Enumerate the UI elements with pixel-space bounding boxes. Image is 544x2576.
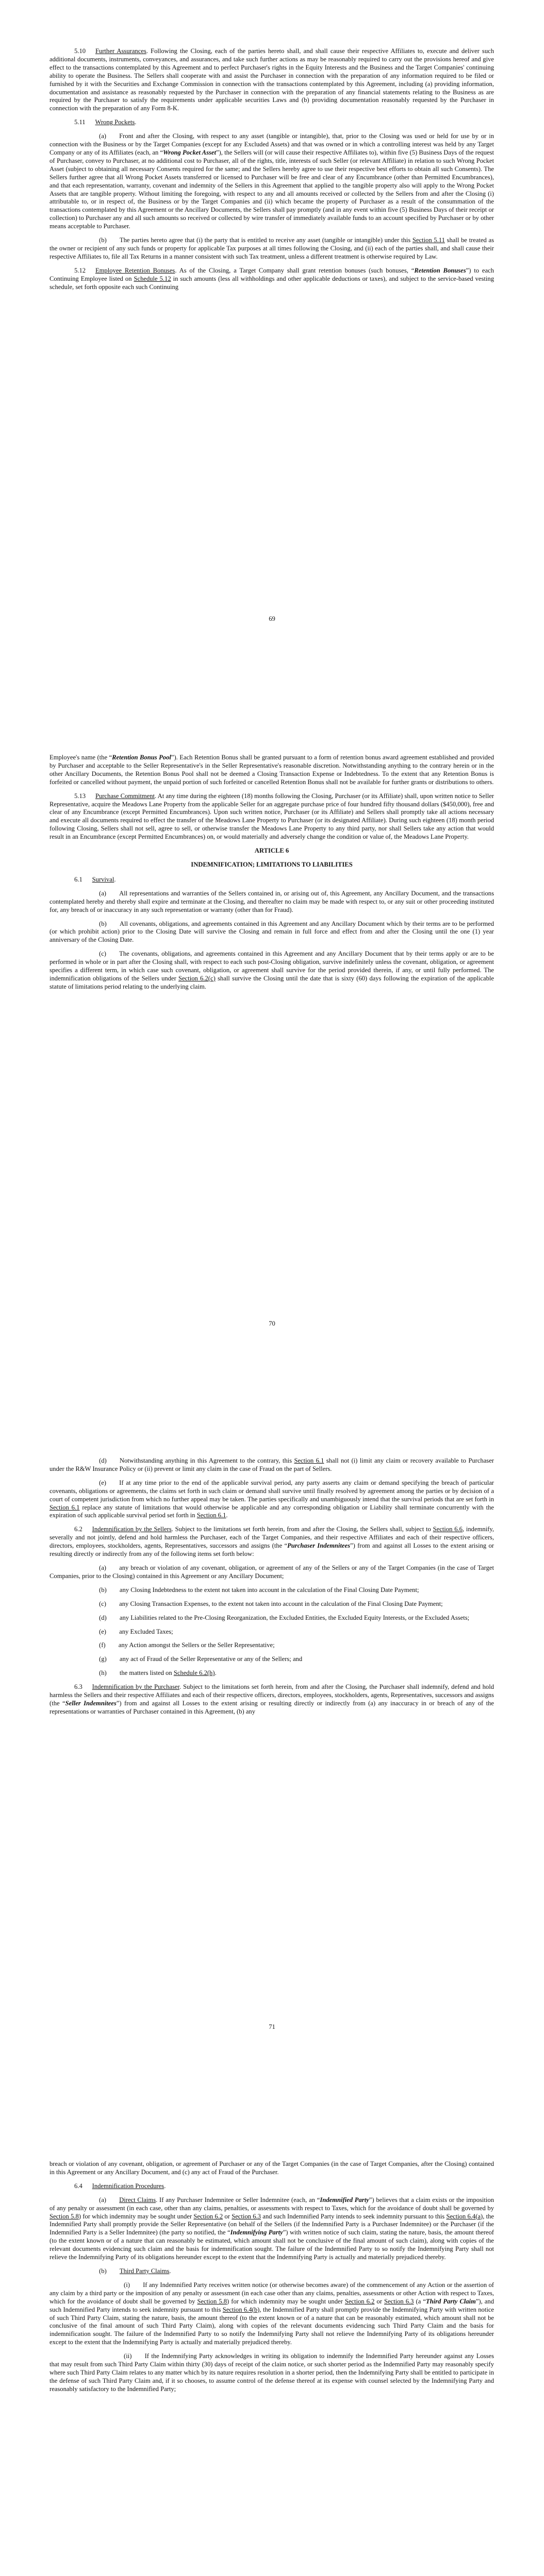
section-6-4-a-cross-reference-1: Section 5.8 [50,2212,79,2220]
section-6-3 [50,1683,494,1716]
page-69 [0,0,544,703]
section-6-1-heading: 6.1 Survival. [74,875,116,883]
page-71-body [50,1457,494,1722]
section-6-4-a-title: Direct Claims [119,2196,156,2204]
section-6-3-text-1: . Subject to the limitations set forth herein, from and after the Closing, the Purchaser shall indemnify, defend and hold harmless the Sellers and their respective Affiliates and each of their respective officers, directors, employees, stockholders, agents, Representatives, successors and assigns (the “ [50,1683,494,1707]
section-6-1-d-text-2: shall not (i) limit any claim or recovery available to Purchaser under the R&W Insurance Policy or (ii) prevent or limit any claim in the case of Fraud on the part of Sellers. [50,1457,494,1472]
section-6-1-d [50,1457,494,1473]
section-6-4-a [50,2196,494,2262]
section-6-4-a-text-2: ”) believes that a claim exists or the imposition of any penalty or assessment (in each case, other than any claims, penalties, or assessments with respect to Taxes, which for the avoidance of doubt shall be governed by [50,2196,494,2212]
section-6-4-b-i-text-6: , the Indemnified Party shall promptly provide the Indemnifying Party with written notice of such Third Party Claim, stating the nature, basis, the amount thereof (to the extent known or of a nature that can be reasonably estimated, which amount shall not be conclusive of the final amount of such Third Party Claim), along with copies of the relevant documents evidencing such Third Party Claim and the basis for indemnification sought. The failure of the Indemnified Party to so notify the Indemnifying Party shall not relieve the Indemnifying Party of its obligations hereunder except to the extent that the Indemnifying Party is actually and materially prejudiced thereby. [50,2306,494,2346]
section-6-1-e-text-3: . [226,1512,228,1519]
section-5-13-text: . At any time during the eighteen (18) months following the Closing, Purchaser (or its Affiliate) shall, upon written notice to Seller Representative, acquire the Meadows Lane Property from the applicable Seller for an aggregate purchase price of four hundred fifty thousand dollars ($450,000), free and clear of any Encumbrance (except Permitted Encumbrances). Upon such written notice, Purchaser (or its Affiliate) and Sellers shall promptly take all actions necessary and execute all documents required to effect the transfer of the Meadows Lane Property to Purchaser (or its designated Affiliate). During such eighteen (18) month period following Closing, Sellers shall not sell, agree to sell, or otherwise transfer the Meadows Lane Property to any third party, nor shall Sellers take any action that would result in an Encumbrance (except Permitted Encumbrances) on, or would materially and adversely change the condition or value of, the Meadows Lane Property. [50,792,494,841]
section-6-2-h [50,1669,494,1677]
continued-text-1: Employee's name (the “ [50,754,112,761]
section-6-4-b-i [50,2281,494,2347]
section-6-4-a-cross-reference-4: Section 6.4(a) [446,2212,483,2220]
section-6-1-e-text-2: replace any statute of limitations that would otherwise be applicable and any corresponding obligation or Liability shall terminate concurrently with the expiration of such applicable survival period set forth in [50,1503,494,1519]
section-5-11-b-cross-reference: Section 5.11 [412,236,445,244]
section-5-12-text-1: . As of the Closing, a Target Company shall grant retention bonuses (such bonuses, “ [175,266,415,274]
section-6-3-text-2: ”) from and against all Losses to the extent arising or resulting directly or indirectly from (a) any inaccuracy in or breach of any of the representations or warranties of Purchaser contained in this Agreement, (b) any [50,1699,494,1715]
section-5-12 [50,267,494,292]
section-5-12-text-2: ”) to each Continuing Employee listed on [50,266,494,282]
section-6-4-a-text-7: ”) with written notice of such claim, stating the nature, basis, the amount thereof (to the extent known or of a nature that can reasonably be estimated, which amount shall not be conclusive of the final amount of such claim), along with copies of the relevant documents evidencing such claim and the basis for indemnification sought. The failure of the Indemnified Party to so notify the Indemnifying Party shall not relieve the Indemnifying Party of its obligations hereunder except to the extent that the Indemnifying Party is actually and materially prejudiced thereby. [50,2229,494,2261]
section-6-4-a-text-3: ) for which indemnity may be sought under [78,2212,194,2220]
section-6-4-b-i-text-1: (i) If any Indemnified Party receives written notice (or otherwise becomes aware) of the commencement of any Action or the assertion of any claim by a third party or the imposition of any penalty or assessment (in each case other than any claims, penalties, assessments or other Action with respect to Taxes, which for the avoidance of doubt shall be governed by [50,2281,494,2305]
section-6-2-h-schedule-reference: Schedule 6.2(h) [173,1669,215,1677]
section-5-11-number: 5.11 [74,118,86,126]
section-5-10-title: Further Assurances [95,47,146,55]
section-6-2-text-3: ”) from and against all Losses to the extent arising or resulting directly or indirectly from any of the following items set forth below: [50,1542,494,1558]
section-6-1-e [50,1479,494,1520]
section-6-2-a: (a) any breach or violation of any covenant, obligation, or agreement of any of the Sellers or any of the Target Companies (in the case of Target Companies, prior to the Closing) contained in this Agreement or any Ancillary Document; [50,1564,494,1580]
section-6-2-text-1: . Subject to the limitations set forth herein, from and after the Closing, the Sellers shall, subject to [171,1526,433,1533]
section-5-11-b [50,236,494,261]
page-number: 69 [269,615,275,622]
section-5-12-text-3: in such amounts (less all withholdings and other applicable deductions or taxes), and subject to the service-based vesting schedule, set forth opposite each such Continuing [50,275,494,291]
section-5-11-a-text-2: ”), the Sellers will (or will cause their respective Affiliates to), within five (5) Business Days of the request of Purchaser, convey to Purchaser, at no additional cost to Purchaser, all of the rights, title, interests of such Seller (or relevant Affiliate) in relation to such Wrong Pocket Asset (subject to obtaining all necessary Consents required for the same; and the Sellers hereby agree to use their respective best efforts to obtain all such Consents). The Sellers further agree that all Wrong Pocket Assets transferred or licensed to Purchaser will be free and clear of any Encumbrance (other than Permitted Encumbrances), and that each representation, warranty, covenant and indemnity of the Sellers in this Agreement that applied to the tangible property also will apply to the Wrong Pocket Assets that are tangible property. Without limiting the foregoing, with respect to any and all amounts received or collected by the Sellers from and after the Closing (i) attributable to, or in respect of, the Business or by the Target Companies and (ii) which became the property of Purchaser as a result of the consummation of the transactions contemplated by this Agreement or the Ancillary Documents, the Sellers shall pay promptly (and in any event within five (5) Business Days of their receipt or collection) to Purchaser any and all such amounts so received or collected by wire transfer of immediately available funds to an account specified by Purchaser or by other means acceptable to Purchaser. [50,148,494,230]
section-6-2-title: Indemnification by the Sellers [92,1526,172,1533]
section-6-2-d: (d) any Liabilities related to the Pre-Closing Reorganization, the Excluded Entities, the Excluded Equity Interests, or the Excluded Assets; [99,1614,470,1621]
page-70 [0,703,544,1406]
page-number: 70 [269,1320,275,1327]
section-6-1-number: 6.1 [74,875,83,883]
section-5-12-title: Employee Retention Bonuses [95,266,175,274]
section-6-2-cross-reference: Section 6.6 [433,1526,463,1533]
section-5-11-b-text-2: shall be treated as the owner or recipient of any such funds or property for applicable Tax purposes at all times following the Closing, and (ii) each of the parties shall, and shall cause their respective Affiliates to, file all Tax Returns in a manner consistent with such Tax treatment, unless a different treatment is otherwise required by Law. [50,236,494,260]
section-6-4-b-i-cross-reference-2: Section 6.2 [344,2297,375,2305]
section-6-4-title: Indemnification Procedures [92,2182,164,2190]
section-6-4-b-i-cross-reference-3: Section 6.3 [384,2297,414,2305]
section-6-3-continued: breach or violation of any covenant, obligation, or agreement of Purchaser or any of the Target Companies (in the case of Target Companies, after the Closing) contained in this Agreement or any Ancillary Document, and (c) any act of Fraud of the Purchaser. [50,2160,494,2176]
continued-text-2: ”). Each Retention Bonus shall be granted pursuant to a form of retention bonus award agreement established and provided by Purchaser and acceptable to the Seller Representative's in the Seller Representative's reasonable discretion. Notwithstanding anything to the contrary herein or in the other Ancillary Documents, the Retention Bonus Pool shall not be deemed a Closing Transaction Expense or Indebtedness. To the extent that any Retention Bonus is forfeited or cancelled without payment, the unpaid portion of such forfeited or cancelled Retention Bonus shall not be available for further grants or distributions to others. [50,754,494,786]
section-6-4-b-i-text-2: ) for which indemnity may be sought under [227,2297,345,2305]
section-5-11-a [50,132,494,231]
section-5-12-schedule-reference: Schedule 5.12 [134,275,171,282]
section-6-4-a-label: (a) [99,2196,120,2204]
section-6-4-b-label: (b) [99,2267,120,2275]
section-6-2-h-text-1: (h) the matters listed on [99,1669,174,1677]
section-5-11-heading: 5.11 Wrong Pockets. [74,118,137,126]
section-5-11-b-text-1: (b) The parties hereto agree that (i) the party that is entitled to receive any asset (tangible or intangible) under this [99,236,413,244]
defined-term-purchaser-indemnitees: Purchaser Indemnitees [287,1542,350,1550]
section-6-1-c [50,950,494,991]
section-5-10-number: 5.10 [74,47,86,55]
section-6-4-b-i-text-4: (a “ [414,2297,426,2305]
page-70-body [50,754,494,997]
section-5-11-title: Wrong Pockets [95,118,135,126]
section-6-1-a: (a) All representations and warranties of the Sellers contained in, or arising out of, this Agreement, any Ancillary Document, and the transactions contemplated hereby and thereby shall expire and terminate at the Closing, and thereafter no claim may be made with respect to, or any suit or other proceeding instituted for, any breach of or inaccuracy in any such representation or warranty (other than for Fraud). [50,889,494,913]
page-71 [0,1406,544,2110]
defined-term-retention-bonuses: Retention Bonuses [414,266,466,274]
section-6-4-b-i-text-3: or [374,2297,384,2305]
section-5-11-a-text-1: (a) Front and after the Closing, with respect to any asset (tangible or intangible), that, prior to the Closing was used or held for use by or in connection with the Business or by the Target Companies (except for any Excluded Assets) and that was owned or in which a controlling interest was held by any Target Company or any of its Affiliates (each, an “ [50,132,494,156]
section-6-2-e: (e) any Excluded Taxes; [99,1628,173,1635]
article-title: ARTICLE 6 [254,847,289,855]
section-6-2-f: (f) any Action amongst the Sellers or the Seller Representative; [99,1641,275,1649]
section-6-4-a-text-4: or [223,2212,232,2220]
page-72-body [50,2160,494,2399]
section-5-13 [50,792,494,841]
section-6-2 [50,1526,494,1558]
page-69-body [50,47,494,297]
section-5-12-continued [50,754,494,787]
defined-term-wrong-pocket-asset: Wrong Pocket Asset [163,148,216,156]
section-6-4-b-ii: (ii) If the Indemnifying Party acknowledges in writing its obligation to indemnify the Indemnified Party hereunder against any Losses that may result from such Third Party Claim within thirty (30) days of receipt of the claim notice, or such shorter period as the Indemnified Party may reasonably specify where such Third Party Claim relates to any matter which by its nature requires resolution in a shorter period, then the Indemnifying Party shall be entitled to participate in the defense of such Third Party Claim and, if it so chooses, to assume control of the defense thereof at its expense with counsel selected by the Indemnifying Party and reasonably satisfactory to the Indemnified Party; [50,2352,494,2393]
section-6-1-title: Survival [92,875,114,883]
section-6-4-b-i-cross-reference-1: Section 5.8 [197,2297,227,2305]
section-6-4-a-cross-reference-3: Section 6.3 [232,2212,261,2220]
page-72 [0,2110,544,2576]
section-6-2-g: (g) any act of Fraud of the Seller Representative or any of the Sellers; and [99,1655,303,1663]
section-6-1-c-text-2: shall survive the Closing until the date that is sixty (60) days following the expiration of the applicable statute of limitations period relating to the underlying claim. [50,974,494,990]
section-6-4-number: 6.4 [74,2182,83,2190]
section-6-4-a-text-1: . If any Purchaser Indemnitee or Seller Indemnitee (each, an “ [156,2196,320,2204]
section-6-4-b-i-text-5: ”), and such Indemnified Party intends to seek indemnity pursuant to this [50,2297,494,2313]
section-6-1-d-cross-reference: Section 6.1 [294,1457,324,1464]
section-6-1-b: (b) All covenants, obligations, and agreements contained in this Agreement and any Ancillary Document which by their terms are to be performed (or which prohibit action) prior to the Closing Date will survive the Closing and remain in full force and effect from and after the Closing until the one (1) year anniversary of the Closing Date. [50,920,494,944]
defined-term-retention-bonus-pool: Retention Bonus Pool [112,754,171,761]
section-5-13-title: Purchase Commitment [95,792,155,800]
section-6-2-h-text-2: . [215,1669,217,1677]
defined-term-seller-indemnitees: Seller Indemnitees [65,1699,117,1707]
defined-term-indemnified-party: Indemnified Party [320,2196,369,2204]
page-number: 71 [269,2023,275,2030]
defined-term-third-party-claim: Third Party Claim [425,2297,476,2305]
section-5-13-number: 5.13 [74,792,86,800]
section-5-10-text: . Following the Closing, each of the parties hereto shall, and shall cause their respective Affiliates to, execute and deliver such additional documents, instruments, conveyances, and assurances, and take such further actions as may be reasonably required to carry out the provisions hereof and give effect to the transactions contemplated by this Agreement and to perfect Purchaser's rights in the Equity Interests and the Business and the Target Companies' continuing ability to operate the Business. The Sellers shall cooperate with and assist the Purchaser in connection with the preparation of any information required to be filed or furnished by it with the Securities and Exchange Commission in connection with the transactions contemplated by this Agreement, including (a) providing information, documentation and assistance as reasonably requested by the Purchaser in connection with the preparation of any financial statements relating to the Business as are required by the Purchaser to satisfy the requirements under applicable securities Laws and (b) providing documentation reasonably requested by the Purchaser in connection with the preparation of any Form 8-K. [50,47,494,112]
section-6-1-c-cross-reference: Section 6.2(c) [178,974,216,982]
section-6-2-c: (c) any Closing Transaction Expenses, to the extent not taken into account in the calculation of the Final Closing Date Payment; [99,1600,443,1607]
section-6-4-a-text-5: and such Indemnified Party intends to seek indemnity pursuant to this [260,2212,447,2220]
article-subtitle: INDEMNIFICATION; LIMITATIONS TO LIABILITIES [191,860,353,868]
section-6-1-c-text-1: (c) The covenants, obligations, and agreements contained in this Agreement and any Ancillary Document that by their terms apply or are to be performed in whole or in part after the Closing shall, with respect to each such post-Closing obligation, survive indefinitely unless the covenant, obligation, or agreement specifies a different term, in which case such covenant, obligation, or agreement shall survive for the period provided therein, if any, or until fully performed. The indemnification obligations of the Sellers under [50,950,494,982]
article-6-heading [50,847,494,869]
section-6-1-e-text-1: (e) If at any time prior to the end of the applicable survival period, any party asserts any claim or demand specifying the breach of particular covenants, obligations or agreements, the claims set forth in such claim or demand shall survive until finally resolved by agreement among the parties or by decision of a court of competent jurisdiction from which no further appeal may be taken. The parties specifically and unambiguously intend that the survival periods that are set forth in [50,1479,494,1503]
section-6-3-title: Indemnification by the Purchaser [92,1683,179,1691]
section-6-1-d-text-1: (d) Notwithstanding anything in this Agreement to the contrary, this [99,1457,294,1464]
defined-term-indemnifying-party: Indemnifying Party [230,2229,283,2236]
section-6-4-b-i-cross-reference-4: Section 6.4(b) [222,2306,260,2313]
section-6-3-number: 6.3 [74,1683,83,1691]
section-6-4-b-heading: (b) Third Party Claims. [99,2267,171,2275]
section-5-10 [50,47,494,113]
section-6-1-e-cross-reference-1: Section 6.1 [50,1503,80,1511]
section-6-4-heading: 6.4 Indemnification Procedures. [74,2182,166,2190]
section-6-4-b-title: Third Party Claims [119,2267,170,2275]
section-6-1-e-cross-reference-2: Section 6.1 [196,1512,226,1519]
section-6-4-a-text-6: , the Indemnified Party shall promptly provide the Seller Representative (on behalf of the Sellers (if the Indemnified Party is a Purchaser Indemnitee) or the Purchaser (if the Indemnified Party is a Seller Indemnitee) (the party so notified, the “ [50,2212,494,2236]
section-6-2-number: 6.2 [74,1526,83,1533]
section-5-12-number: 5.12 [74,266,86,274]
section-6-2-text-2: , indemnify, severally and not jointly, defend and hold harmless the Purchaser, each of the Target Companies, and their respective Affiliates and each of their respective officers, directors, employees, stockholders, agents, Representatives, successors and assigns (the “ [50,1526,494,1550]
section-6-2-b: (b) any Closing Indebtedness to the extent not taken into account in the calculation of the Final Closing Date Payment; [99,1586,419,1594]
section-6-4-a-cross-reference-2: Section 6.2 [193,2212,223,2220]
